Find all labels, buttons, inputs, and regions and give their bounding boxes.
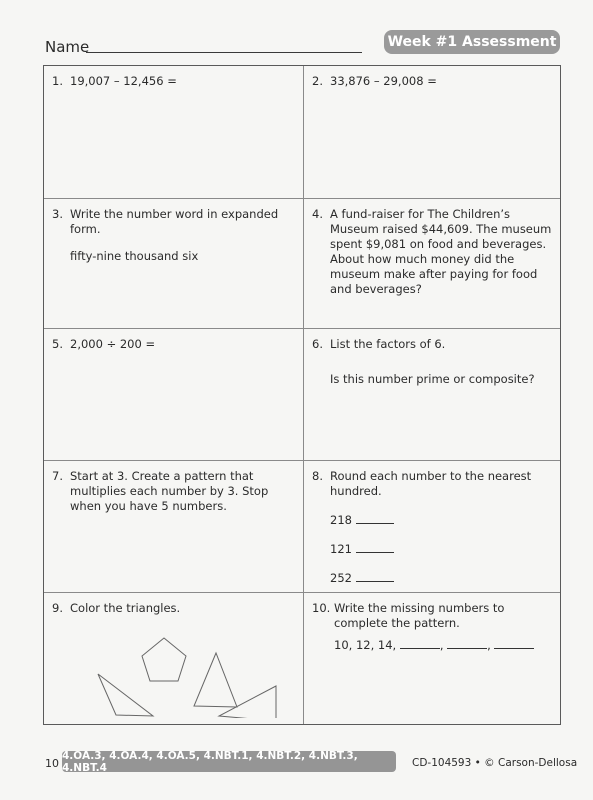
question-number: 2. — [312, 74, 323, 88]
question-text: List the factors of 6. — [330, 337, 446, 351]
name-line[interactable] — [86, 52, 362, 53]
pattern-start: 10, 12, 14, — [334, 638, 397, 652]
question-text: Start at 3. Create a pattern that multiplies each number by 3. Stop when you have 5 numbers. — [70, 469, 269, 513]
round-item-2[interactable] — [312, 541, 552, 557]
publisher-code: CD-104593 • © Carson-Dellosa — [412, 757, 578, 769]
question-number: 1. — [52, 74, 63, 88]
question-text: 2,000 ÷ 200 = — [70, 337, 156, 351]
question-5[interactable] — [44, 329, 304, 461]
triangle-shape-1[interactable] — [194, 653, 237, 707]
standards-badge: 4.OA.3, 4.OA.4, 4.OA.5, 4.NBT.1, 4.NBT.2, 4.NBT.3, 4.NBT.4 — [62, 751, 396, 772]
question-text: 33,876 – 29,008 = — [330, 74, 437, 88]
answer-blank[interactable] — [356, 512, 394, 524]
round-number: 252 — [330, 571, 352, 585]
question-number: 3. — [52, 207, 63, 221]
question-subtext: Is this number prime or composite? — [330, 372, 535, 386]
round-number: 218 — [330, 513, 352, 527]
round-number: 121 — [330, 542, 352, 556]
answer-blank[interactable] — [447, 637, 487, 649]
pattern-line: 10, 12, 14, , , — [312, 637, 552, 653]
question-text: Write the missing numbers to complete the pattern. — [334, 601, 505, 630]
question-number: 7. — [52, 469, 63, 483]
answer-blank[interactable] — [356, 541, 394, 553]
question-grid — [43, 65, 561, 725]
question-text: A fund-raiser for The Children’s Museum raised $44,609. The museum spent $9,081 on food and beverages. About how much money did the museum make after paying for food and beverages? — [330, 207, 552, 296]
question-6[interactable] — [304, 329, 560, 461]
question-7[interactable] — [44, 461, 304, 593]
question-text: Write the number word in expanded form. — [70, 207, 279, 236]
question-10[interactable] — [304, 593, 560, 724]
name-label: Name — [45, 38, 90, 56]
question-text: 19,007 – 12,456 = — [70, 74, 177, 88]
question-number: 5. — [52, 337, 63, 351]
round-item-3[interactable] — [312, 570, 552, 586]
question-text: Round each number to the nearest hundred. — [330, 469, 532, 498]
question-number: 8. — [312, 469, 323, 483]
answer-blank[interactable] — [494, 637, 534, 649]
answer-blank[interactable] — [356, 570, 394, 582]
question-4[interactable] — [304, 199, 560, 329]
question-text: Color the triangles. — [70, 601, 181, 615]
round-item-1[interactable] — [312, 512, 552, 528]
question-2[interactable] — [304, 66, 560, 199]
page-number: 10 — [45, 757, 59, 770]
triangle-shape-3[interactable] — [219, 686, 276, 718]
shapes-area — [44, 593, 302, 718]
question-number: 9. — [52, 601, 63, 615]
answer-blank[interactable] — [400, 637, 440, 649]
question-number: 6. — [312, 337, 323, 351]
triangle-shape-2[interactable] — [98, 674, 153, 716]
question-number: 4. — [312, 207, 323, 221]
assessment-title: Week #1 Assessment — [384, 30, 560, 54]
pentagon-shape[interactable] — [142, 638, 186, 681]
question-9[interactable] — [44, 593, 304, 724]
question-number: 10. — [312, 601, 331, 615]
question-3[interactable] — [44, 199, 304, 329]
question-subtext: fifty-nine thousand six — [70, 249, 199, 263]
question-1[interactable] — [44, 66, 304, 199]
question-8[interactable] — [304, 461, 560, 593]
